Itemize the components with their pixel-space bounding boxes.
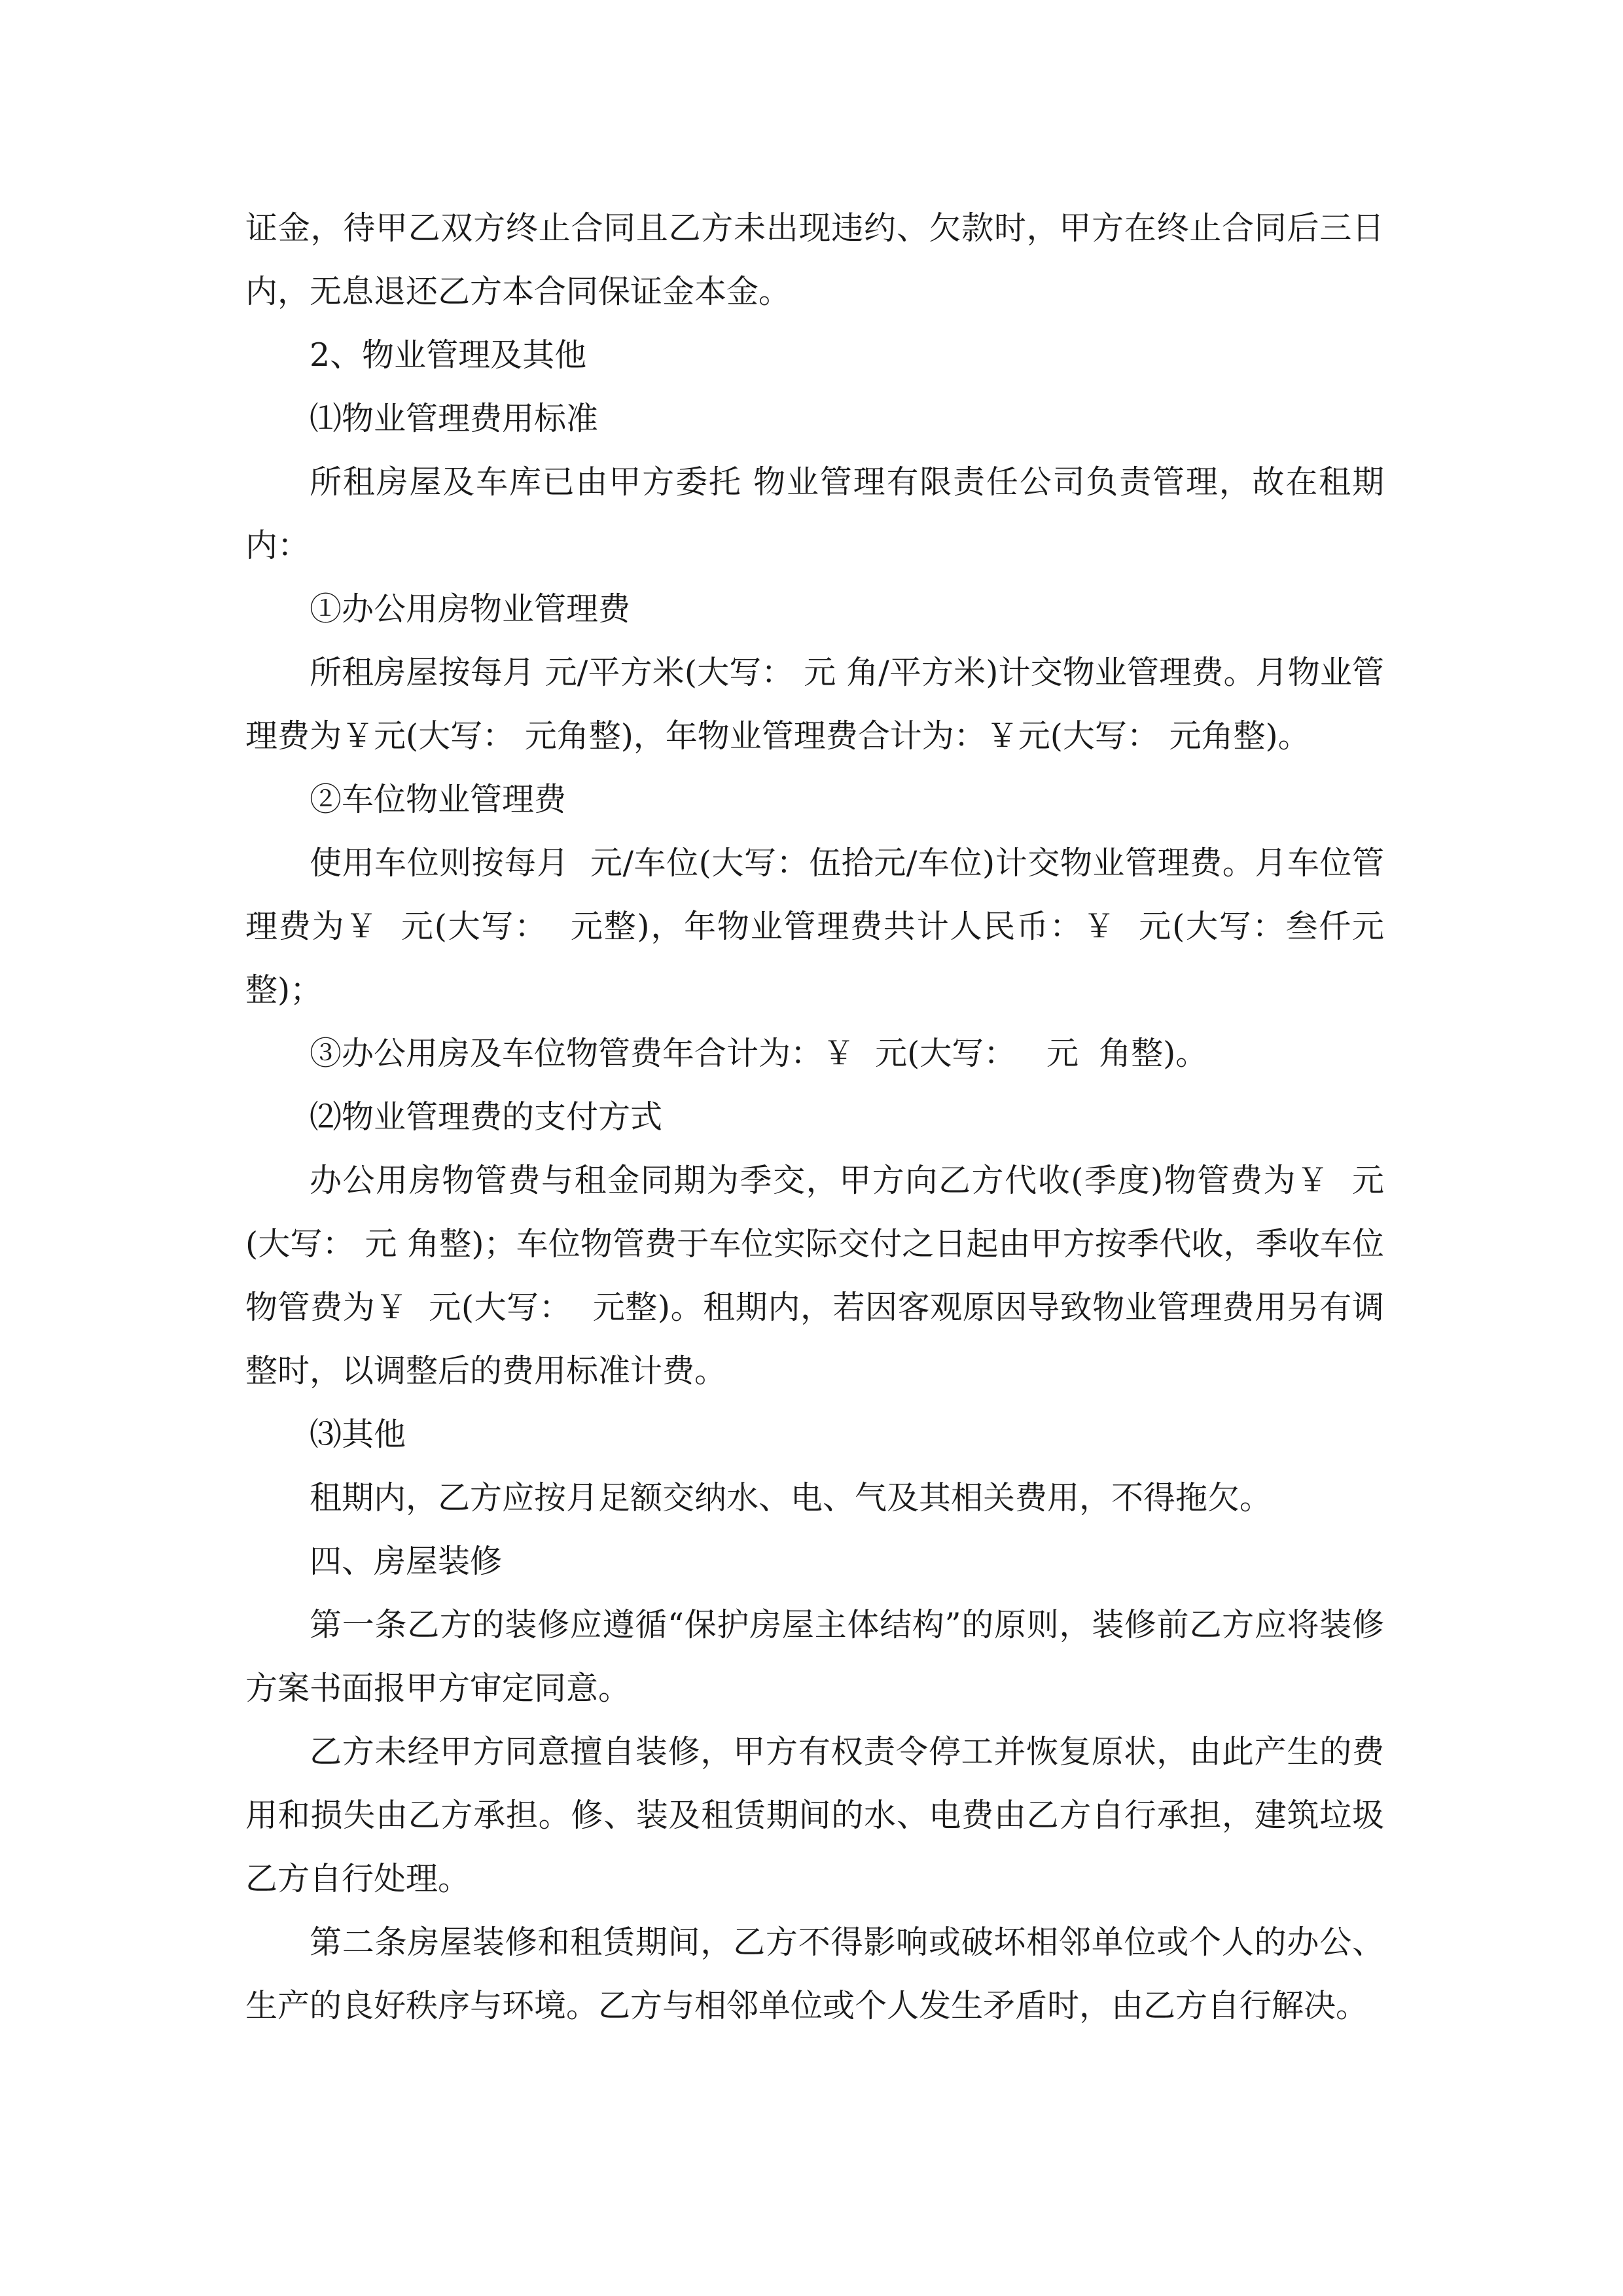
heading-other: ⑶其他 [310,1416,406,1453]
paragraph-office-fee: 所租房屋按每月 元/平方米(大写： 元 角/平方米)计交物业管理费。月物业管理费为￥元(大写： 元角整)，年物业管理费合计为：￥元(大写： 元角整)。 [245,654,1384,755]
heading-decoration: 四、房屋装修 [310,1543,503,1580]
paragraph-article-two: 第二条房屋装修和租赁期间，乙方不得影响或破坏相邻单位或个人的办公、生产的良好秩序与环境。乙方与相邻单位或个人发生矛盾时，由乙方自行解决。 [245,1924,1384,2024]
paragraph-parking-fee: 使用车位则按每月 元/车位(大写：伍拾元/车位)计交物业管理费。月车位管理费为￥ 元(大写： 元整)，年物业管理费共计人民币：￥ 元(大写：叁仟元整)； [245,844,1384,1009]
heading-parking-fee: ②车位物业管理费 [310,781,567,818]
heading-fee-standard: ⑴物业管理费用标准 [310,400,599,437]
paragraph-article-one: 第一条乙方的装修应遵循“保护房屋主体结构”的原则，装修前乙方应将装修方案书面报甲方审定同意。 [245,1606,1384,1707]
paragraph-unauthorized-decoration: 乙方未经甲方同意擅自装修，甲方有权责令停工并恢复原状，由此产生的费用和损失由乙方承担。修、装及租赁期间的水、电费由乙方自行承担，建筑垃圾乙方自行处理。 [245,1733,1384,1897]
paragraph-management-company: 所租房屋及车库已由甲方委托 物业管理有限责任公司负责管理，故在租期内： [245,463,1384,564]
paragraph-utilities: 租期内，乙方应按月足额交纳水、电、气及其相关费用，不得拖欠。 [310,1479,1272,1516]
paragraph-annual-total: ③办公用房及车位物管费年合计为：￥ 元(大写： 元 角整)。 [310,1035,1208,1072]
heading-property-management: 2、物业管理及其他 [310,336,587,374]
heading-payment-method: ⑵物业管理费的支付方式 [310,1098,663,1136]
document-page [245,196,1384,2037]
heading-office-fee: ①办公用房物业管理费 [310,590,631,628]
paragraph-payment-method: 办公用房物管费与租金同期为季交，甲方向乙方代收(季度)物管费为￥ 元(大写： 元 角整)；车位物管费于车位实际交付之日起由甲方按季代收，季收车位物管费为￥ 元(大写： 元整)。租期内，若因客观原因导致物业管理费用另有调整时，以调整后的费用标准计费。 [245,1162,1384,1390]
paragraph-deposit-refund: 证金，待甲乙双方终止合同且乙方未出现违约、欠款时，甲方在终止合同后三日内，无息退还乙方本合同保证金本金。 [245,209,1384,310]
